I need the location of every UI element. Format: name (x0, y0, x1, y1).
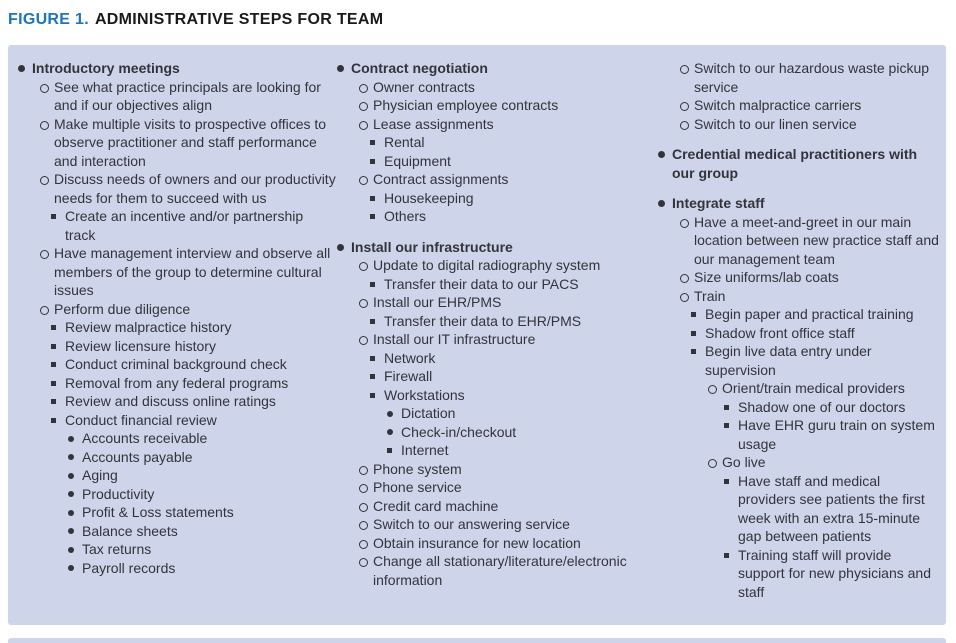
list-item (359, 256, 658, 275)
list-item (370, 386, 658, 405)
list-item (40, 244, 337, 300)
list-item-text: Transfer their data to EHR/PMS (384, 312, 582, 329)
list-item (680, 268, 940, 287)
list-item-text: Payroll records (82, 559, 176, 576)
list-item (68, 448, 337, 467)
circle-bullet-icon (680, 268, 694, 287)
list-item (359, 78, 658, 97)
list-item (680, 96, 940, 115)
circle-bullet-icon (359, 552, 373, 589)
list-item-text: Have management interview and observe all members of the group to determine cultural issues (54, 245, 331, 298)
list-item (40, 170, 337, 207)
list-item (68, 540, 337, 559)
list-item-text: Integrate staff (672, 195, 765, 211)
list-item-text: Switch to our answering service (373, 516, 570, 532)
list-item (51, 392, 337, 411)
square-bullet-icon (370, 367, 384, 386)
list-item (359, 534, 658, 553)
list-item-text: Credit card machine (373, 497, 499, 514)
disc-bullet-icon (68, 429, 82, 448)
list-item (51, 207, 337, 244)
list-item-text: Internet (401, 442, 449, 458)
list-item-text: Balance sheets (82, 522, 178, 539)
list-item-text: Phone service (373, 479, 462, 495)
list-item (658, 194, 940, 213)
list-item-text: Removal from any federal programs (65, 374, 289, 391)
list-item-text: Orient/train medical providers (722, 380, 905, 396)
square-bullet-icon (724, 546, 738, 602)
list-item-text: Profit & Loss statements (82, 504, 234, 520)
list-item-text: Physician employee contracts (373, 97, 559, 113)
square-bullet-icon (724, 416, 738, 453)
list-item (724, 416, 940, 453)
square-bullet-icon (370, 275, 384, 294)
square-bullet-icon (51, 337, 65, 356)
list-item (359, 478, 658, 497)
list-item-text: Make multiple visits to prospective offices to observe practitioner and staff performance and interaction (54, 115, 327, 169)
list-item-text: Credential medical practitioners with our group (672, 146, 918, 181)
list-item-text: Conduct financial review (65, 411, 217, 428)
disc-bullet-icon (337, 238, 351, 257)
list-item-text: Perform due diligence (54, 300, 191, 317)
disc-bullet-icon (337, 59, 351, 78)
figure-number-label: FIGURE 1. (8, 11, 89, 28)
circle-bullet-icon (708, 379, 722, 398)
disc-bullet-icon (68, 503, 82, 522)
list-item (370, 312, 658, 331)
list-item-text: Obtain insurance for new location (373, 534, 581, 551)
disc-bullet-icon (658, 194, 672, 213)
list-item-text: Create an incentive and/or partnership track (65, 208, 304, 243)
list-item (370, 207, 658, 226)
list-item (51, 337, 337, 356)
list-item-text: Owner contracts (373, 78, 475, 95)
list-item (40, 115, 337, 171)
list-item (51, 411, 337, 430)
list-item-text: Tax returns (82, 541, 152, 557)
circle-bullet-icon (40, 78, 54, 115)
list-item (40, 78, 337, 115)
list-item (68, 429, 337, 448)
square-bullet-icon (691, 342, 705, 379)
square-bullet-icon (370, 349, 384, 368)
circle-bullet-icon (708, 453, 722, 472)
circle-bullet-icon (359, 515, 373, 534)
list-item (51, 374, 337, 393)
list-item (370, 349, 658, 368)
disc-bullet-icon (68, 466, 82, 485)
list-item (680, 287, 940, 306)
list-item-text: Review malpractice history (65, 319, 232, 335)
list-item-text: Housekeeping (384, 189, 474, 206)
square-bullet-icon (370, 152, 384, 171)
circle-bullet-icon (40, 170, 54, 207)
disc-bullet-icon (18, 59, 32, 78)
list-item (359, 515, 658, 534)
square-bullet-icon (691, 305, 705, 324)
list-item (359, 96, 658, 115)
list-item (337, 59, 658, 78)
list-item-text: Productivity (82, 485, 155, 502)
figure-column-2 (337, 59, 658, 625)
list-item (724, 546, 940, 602)
list-item (359, 293, 658, 312)
list-item (370, 367, 658, 386)
list-item-text: Workstations (384, 386, 465, 403)
circle-bullet-icon (359, 534, 373, 553)
circle-bullet-icon (680, 59, 694, 96)
list-item (387, 423, 658, 442)
square-bullet-icon (370, 189, 384, 208)
circle-bullet-icon (359, 330, 373, 349)
disc-bullet-icon (68, 448, 82, 467)
list-item-text: Begin paper and practical training (705, 306, 914, 322)
list-item-text: Rental (384, 134, 425, 150)
list-item (370, 133, 658, 152)
square-bullet-icon (370, 133, 384, 152)
list-item-text: Dictation (401, 405, 456, 421)
list-item (387, 441, 658, 460)
list-item-text: Install our IT infrastructure (373, 331, 536, 347)
next-figure-panel-edge (8, 638, 946, 643)
list-item-text: Review licensure history (65, 337, 216, 354)
list-item-text: Contract negotiation (351, 60, 488, 76)
square-bullet-icon (691, 324, 705, 343)
list-item (370, 189, 658, 208)
list-item (68, 485, 337, 504)
figure-panel (8, 45, 946, 625)
list-item-text: Have a meet-and-greet in our main location between new practice staff and our management team (694, 213, 939, 267)
disc-bullet-icon (387, 423, 401, 442)
list-item (51, 318, 337, 337)
list-item-text: Have staff and medical providers see patients the first week with an extra 15-minute gap between patients (738, 472, 925, 544)
list-item-text: Introductory meetings (32, 60, 180, 76)
circle-bullet-icon (359, 478, 373, 497)
circle-bullet-icon (680, 115, 694, 134)
list-item (724, 472, 940, 546)
list-item-text: Have EHR guru train on system usage (738, 417, 935, 452)
list-item (708, 453, 940, 472)
list-item (18, 59, 337, 78)
list-item (680, 59, 940, 96)
square-bullet-icon (370, 386, 384, 405)
list-item-text: See what practice principals are looking for and if our objectives align (54, 78, 321, 113)
list-item-text: Train (694, 287, 726, 304)
square-bullet-icon (51, 374, 65, 393)
circle-bullet-icon (40, 244, 54, 300)
circle-bullet-icon (359, 497, 373, 516)
figure-title (8, 11, 383, 29)
disc-bullet-icon (68, 522, 82, 541)
list-item (691, 305, 940, 324)
square-bullet-icon (724, 472, 738, 546)
list-item (691, 324, 940, 343)
list-item (359, 170, 658, 189)
list-item-text: Training staff will provide support for new physicians and staff (738, 546, 931, 600)
list-item-text: Phone system (373, 460, 462, 477)
list-item-text: Conduct criminal background check (65, 356, 287, 372)
disc-bullet-icon (658, 145, 672, 182)
list-item-text: Firewall (384, 368, 433, 384)
list-item-text: Update to digital radiography system (373, 257, 601, 273)
disc-bullet-icon (68, 485, 82, 504)
list-item-text: Shadow one of our doctors (738, 398, 906, 415)
disc-bullet-icon (68, 559, 82, 578)
square-bullet-icon (724, 398, 738, 417)
list-item (40, 300, 337, 319)
list-item-text: Switch to our linen service (694, 115, 857, 132)
circle-bullet-icon (359, 78, 373, 97)
list-item-text: Aging (82, 467, 118, 483)
circle-bullet-icon (359, 293, 373, 312)
list-item-text: Transfer their data to our PACS (384, 275, 579, 292)
list-item-text: Discuss needs of owners and our productivity needs for them to succeed with us (54, 171, 336, 206)
list-item-text: Install our infrastructure (351, 238, 513, 255)
list-item-text: Switch to our hazardous waste pickup service (694, 60, 930, 95)
list-item-text: Lease assignments (373, 115, 494, 132)
square-bullet-icon (51, 392, 65, 411)
list-item (370, 275, 658, 294)
disc-bullet-icon (68, 540, 82, 559)
list-item (68, 503, 337, 522)
list-item (387, 404, 658, 423)
circle-bullet-icon (359, 460, 373, 479)
list-item (359, 497, 658, 516)
figure-column-3 (658, 59, 940, 625)
list-item (359, 460, 658, 479)
square-bullet-icon (387, 441, 401, 460)
list-item (359, 330, 658, 349)
list-item-text: Switch malpractice carriers (694, 97, 862, 113)
list-item (691, 342, 940, 379)
list-item-text: Shadow front office staff (705, 324, 855, 341)
list-item (370, 152, 658, 171)
circle-bullet-icon (359, 170, 373, 189)
list-item-text: Network (384, 349, 436, 366)
disc-bullet-icon (387, 404, 401, 423)
list-item (51, 355, 337, 374)
list-item-text: Accounts receivable (82, 430, 208, 446)
list-item (68, 522, 337, 541)
circle-bullet-icon (359, 115, 373, 134)
figure-title-text: ADMINISTRATIVE STEPS FOR TEAM (94, 11, 384, 28)
list-item (337, 238, 658, 257)
list-item (680, 213, 940, 269)
list-item-text: Change all stationary/literature/electronic information (373, 553, 627, 588)
list-item (658, 145, 940, 182)
square-bullet-icon (51, 318, 65, 337)
square-bullet-icon (51, 207, 65, 244)
list-item (359, 552, 658, 589)
circle-bullet-icon (359, 96, 373, 115)
list-item-text: Install our EHR/PMS (373, 294, 502, 310)
circle-bullet-icon (680, 213, 694, 269)
list-item-text: Accounts payable (82, 448, 193, 465)
square-bullet-icon (370, 312, 384, 331)
list-item-text: Review and discuss online ratings (65, 393, 276, 409)
list-item (68, 559, 337, 578)
list-item-text: Others (384, 208, 427, 224)
list-item-text: Go live (722, 454, 766, 470)
square-bullet-icon (51, 411, 65, 430)
list-item-text: Equipment (384, 152, 451, 169)
circle-bullet-icon (680, 96, 694, 115)
list-item (680, 115, 940, 134)
list-item (68, 466, 337, 485)
circle-bullet-icon (40, 300, 54, 319)
circle-bullet-icon (359, 256, 373, 275)
circle-bullet-icon (40, 115, 54, 171)
list-item (724, 398, 940, 417)
list-item-text: Begin live data entry under supervision (705, 343, 872, 378)
list-item-text: Check-in/checkout (401, 423, 517, 440)
list-item-text: Size uniforms/lab coats (694, 269, 839, 285)
square-bullet-icon (370, 207, 384, 226)
square-bullet-icon (51, 355, 65, 374)
circle-bullet-icon (680, 287, 694, 306)
list-item (708, 379, 940, 398)
list-item (359, 115, 658, 134)
figure-column-1 (18, 59, 337, 625)
list-item-text: Contract assignments (373, 171, 509, 187)
